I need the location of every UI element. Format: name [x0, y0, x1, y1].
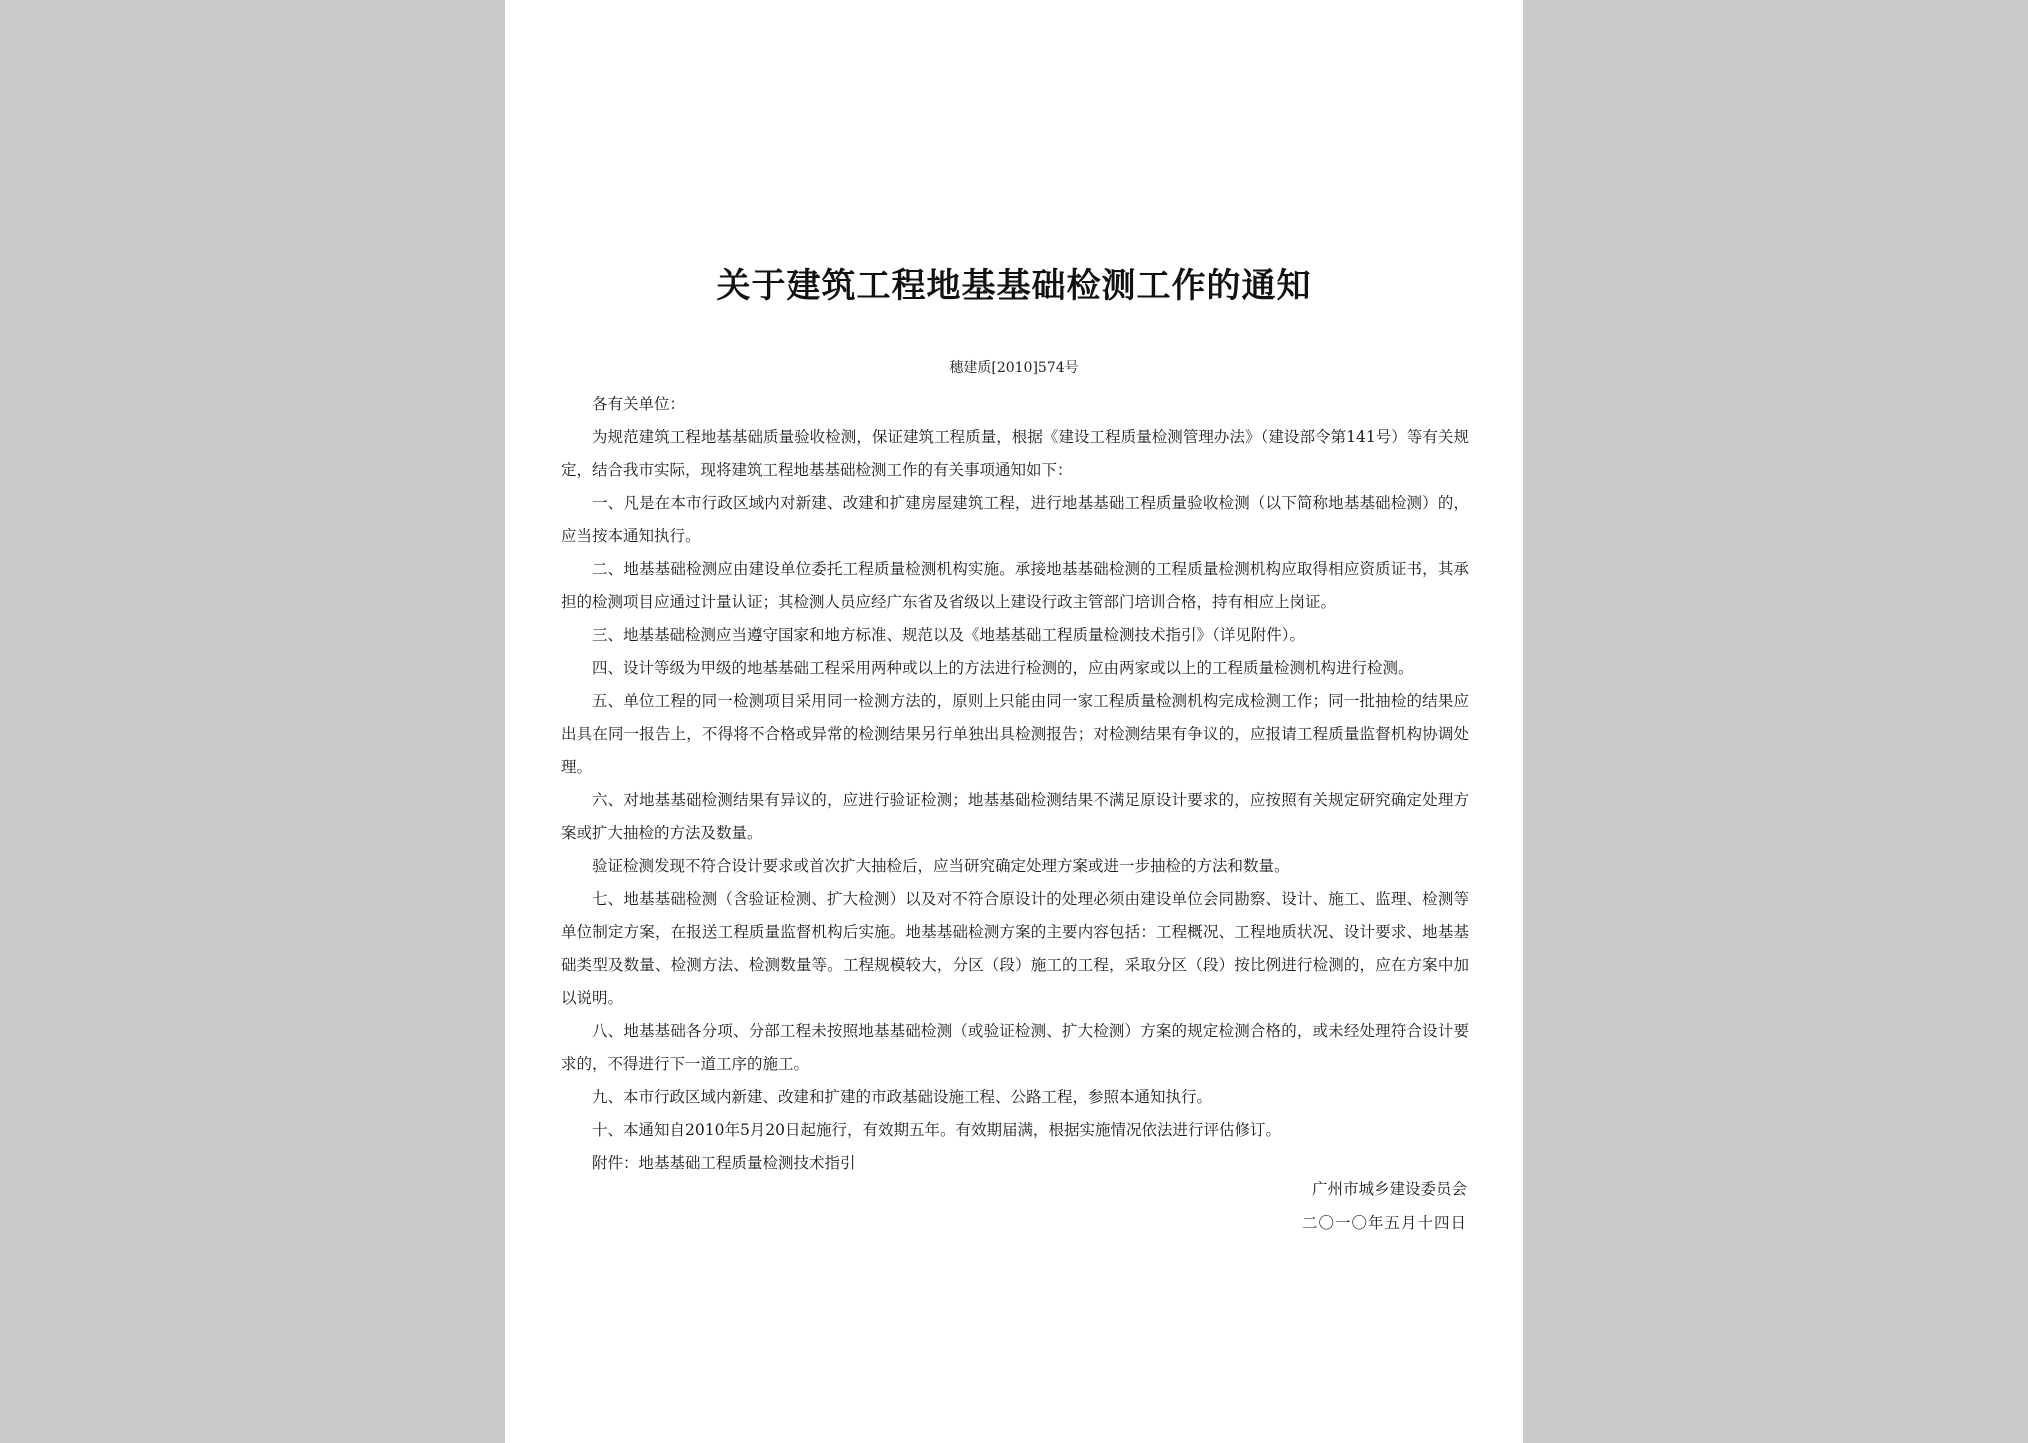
paragraph-item-5: 五、单位工程的同一检测项目采用同一检测方法的，原则上只能由同一家工程质量检测机构完成检测工作；同一批抽检的结果应出具在同一报告上，不得将不合格或异常的检测结果另行单独出具检测报告；对检测结果有争议的，应报请工程质量监督机构协调处理。 — [561, 692, 1469, 776]
salutation-text: 各有关单位： — [592, 395, 686, 413]
document-page — [505, 0, 1523, 1443]
paragraph-intro: 为规范建筑工程地基基础质量验收检测，保证建筑工程质量，根据《建设工程质量检测管理办法》（建设部令第141号）等有关规定，结合我市实际，现将建筑工程地基基础检测工作的有关事项通知如下： — [561, 428, 1469, 479]
paragraph-item-6-note: 验证检测发现不符合设计要求或首次扩大抽检后，应当研究确定处理方案或进一步抽检的方法和数量。 — [592, 857, 1290, 875]
paragraph-item-8: 八、地基基础各分项、分部工程未按照地基基础检测（或验证检测、扩大检测）方案的规定检测合格的，或未经处理符合设计要求的，不得进行下一道工序的施工。 — [561, 1022, 1469, 1073]
attachment-line: 附件：地基基础工程质量检测技术指引 — [592, 1154, 856, 1172]
signature-organization: 广州市城乡建设委员会 — [1311, 1180, 1467, 1198]
salutation — [561, 388, 1469, 421]
document-title: 关于建筑工程地基基础检测工作的通知 — [716, 266, 1312, 306]
paragraph-item-4: 四、设计等级为甲级的地基基础工程采用两种或以上的方法进行检测的，应由两家或以上的工程质量检测机构进行检测。 — [592, 659, 1414, 677]
paragraph-item-7: 七、地基基础检测（含验证检测、扩大检测）以及对不符合原设计的处理必须由建设单位会同勘察、设计、施工、监理、检测等单位制定方案，在报送工程质量监督机构后实施。地基基础检测方案的主要内容包括：工程概况、工程地质状况、设计要求、地基基础类型及数量、检测方法、检测数量等。工程规模较大，分区（段）施工的工程，采取分区（段）按比例进行检测的，应在方案中加以说明。 — [561, 890, 1469, 1007]
document-body — [561, 388, 1469, 1180]
paragraph-item-10: 十、本通知自2010年5月20日起施行，有效期五年。有效期届满，根据实施情况依法进行评估修订。 — [592, 1121, 1282, 1139]
paragraph-item-3: 三、地基基础检测应当遵守国家和地方标准、规范以及《地基基础工程质量检测技术指引》（详见附件）。 — [592, 626, 1306, 644]
paragraph-item-9: 九、本市行政区域内新建、改建和扩建的市政基础设施工程、公路工程，参照本通知执行。 — [592, 1088, 1213, 1106]
document-number: 穗建质[2010]574号 — [949, 360, 1079, 376]
paragraph-item-1: 一、凡是在本市行政区域内对新建、改建和扩建房屋建筑工程，进行地基基础工程质量验收检测（以下简称地基基础检测）的，应当按本通知执行。 — [561, 494, 1469, 545]
signature-date: 二〇一〇年五月十四日 — [1301, 1214, 1467, 1232]
paragraph-item-6: 六、对地基基础检测结果有异议的，应进行验证检测；地基基础检测结果不满足原设计要求的，应按照有关规定研究确定处理方案或扩大抽检的方法及数量。 — [561, 791, 1469, 842]
paragraph-item-2: 二、地基基础检测应由建设单位委托工程质量检测机构实施。承接地基基础检测的工程质量检测机构应取得相应资质证书，其承担的检测项目应通过计量认证；其检测人员应经广东省及省级以上建设行政主管部门培训合格，持有相应上岗证。 — [561, 560, 1469, 611]
